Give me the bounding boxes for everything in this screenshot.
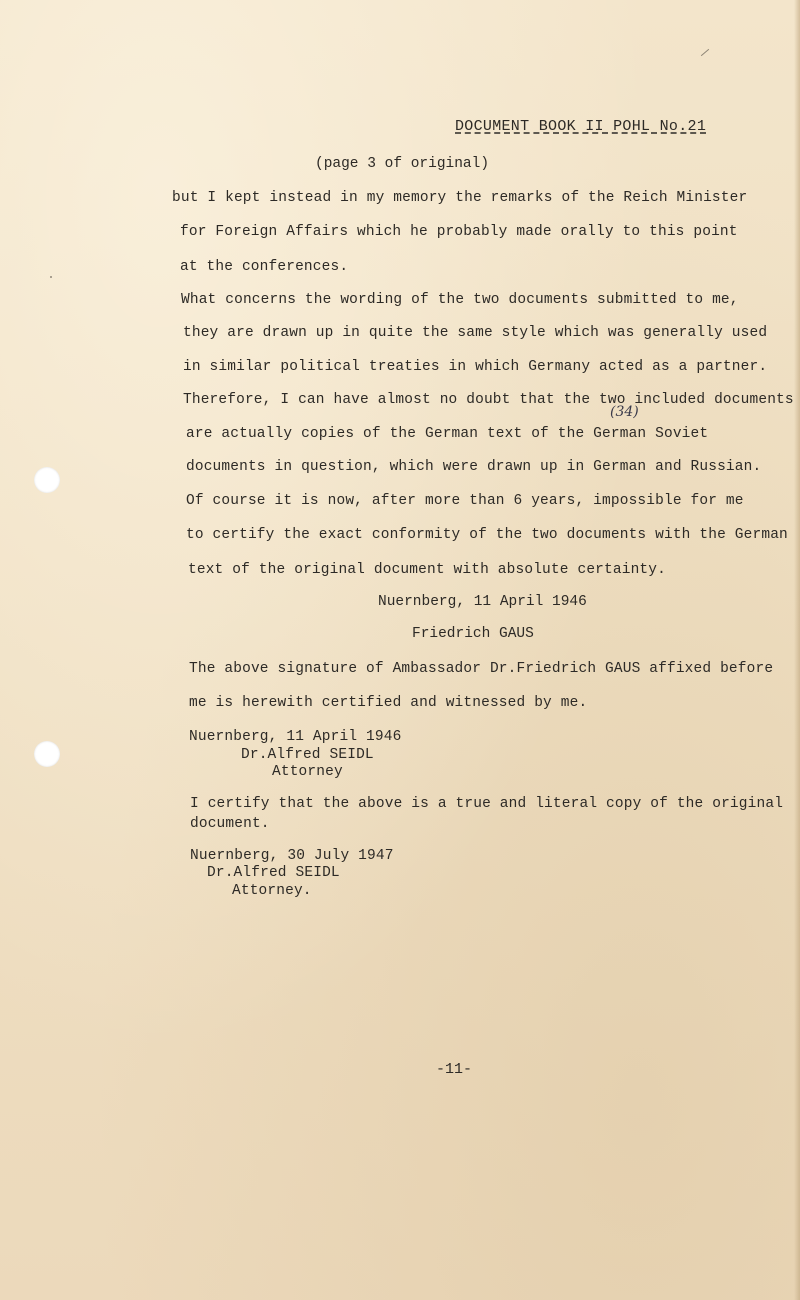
- handwritten-annotation: (34): [610, 404, 639, 420]
- certification-line: me is herewith certified and witnessed by me.: [189, 695, 588, 711]
- body-line: at the conferences.: [180, 259, 349, 275]
- copy-certification-name: Dr.Alfred SEIDL: [207, 865, 340, 881]
- page-number: -11-: [436, 1061, 473, 1078]
- body-line: are actually copies of the German text of the German Soviet: [186, 426, 709, 442]
- punch-hole-bottom: [34, 741, 60, 767]
- declaration-signatory: Friedrich GAUS: [412, 626, 534, 642]
- body-line: to certify the exact conformity of the two documents with the German: [186, 527, 788, 543]
- body-line: they are drawn up in quite the same style which was generally used: [183, 325, 768, 341]
- body-line: for Foreign Affairs which he probably made orally to this point: [180, 224, 738, 240]
- page-edge-shadow: [794, 0, 800, 1300]
- copy-certification-line: document.: [190, 816, 270, 832]
- copy-certification-line: I certify that the above is a true and literal copy of the original: [190, 796, 784, 812]
- certification-line: The above signature of Ambassador Dr.Friedrich GAUS affixed before: [189, 661, 774, 677]
- original-page-note: (page 3 of original): [315, 156, 490, 172]
- stray-dot: [50, 276, 52, 278]
- stray-mark: [701, 49, 709, 56]
- certification-title: Attorney: [272, 764, 343, 780]
- body-line: Of course it is now, after more than 6 years, impossible for me: [186, 493, 744, 509]
- body-line: What concerns the wording of the two documents submitted to me,: [181, 292, 739, 308]
- body-line: in similar political treaties in which Germany acted as a partner.: [183, 359, 768, 375]
- body-line: documents in question, which were drawn up in German and Russian.: [186, 459, 762, 475]
- body-line: text of the original document with absolute certainty.: [188, 562, 666, 578]
- certification-name: Dr.Alfred SEIDL: [241, 747, 374, 763]
- body-line: but I kept instead in my memory the remarks of the Reich Minister: [172, 190, 748, 206]
- certification-place-date: Nuernberg, 11 April 1946: [189, 729, 402, 745]
- declaration-place-date: Nuernberg, 11 April 1946: [378, 594, 587, 610]
- copy-certification-title: Attorney.: [232, 883, 312, 899]
- body-line: Therefore, I can have almost no doubt that the two included documents: [183, 392, 794, 408]
- document-reference: DOCUMENT BOOK II POHL No.21: [455, 118, 707, 135]
- punch-hole-top: [34, 467, 60, 493]
- copy-certification-place-date: Nuernberg, 30 July 1947: [190, 848, 394, 864]
